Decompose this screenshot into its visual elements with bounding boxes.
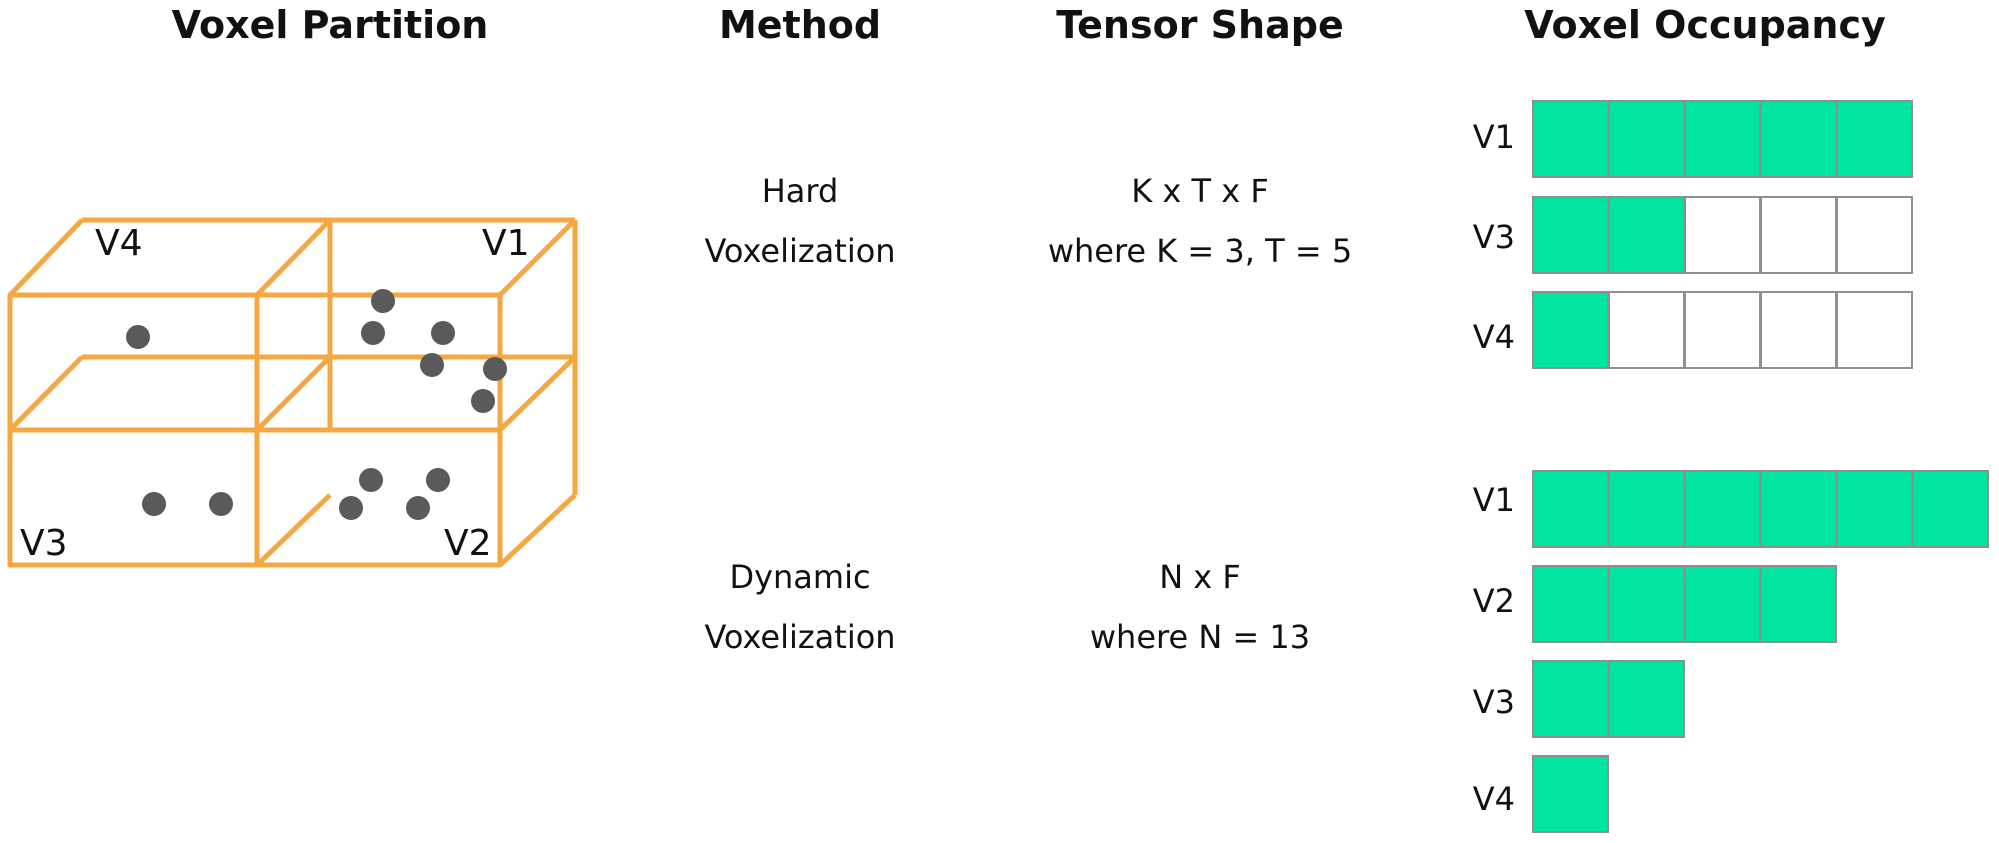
empty-cell [1684, 291, 1761, 369]
dynamic-occupancy-bar [1532, 565, 1837, 643]
dynamic-row-label: V4 [1472, 780, 1515, 818]
empty-cell [1836, 196, 1913, 274]
occupied-cell [1532, 100, 1609, 178]
occupied-cell [1532, 565, 1609, 643]
occupied-cell [1760, 470, 1837, 548]
hard-occupancy-bar [1532, 196, 1913, 274]
point [406, 496, 430, 520]
voxel-partition-diagram [0, 200, 600, 580]
dynamic-row-label: V1 [1472, 481, 1515, 519]
voxel-label-v4: V4 [95, 223, 143, 264]
point [359, 468, 383, 492]
occupied-cell [1912, 470, 1989, 548]
header-voxel-occupancy: Voxel Occupancy [1524, 3, 1886, 47]
occupied-cell [1760, 100, 1837, 178]
occupied-cell [1760, 565, 1837, 643]
hard-row-label: V1 [1472, 118, 1515, 156]
voxel-label-v3: V3 [20, 523, 68, 564]
occupied-cell [1608, 660, 1685, 738]
voxel-label-v2: V2 [444, 523, 492, 564]
occupied-cell [1532, 291, 1609, 369]
occupied-cell [1532, 470, 1609, 548]
hard-occupancy-bar [1532, 291, 1913, 369]
occupied-cell [1684, 470, 1761, 548]
dynamic-row-label: V3 [1472, 683, 1515, 721]
occupied-cell [1532, 660, 1609, 738]
dynamic-method-line1: Dynamic [729, 558, 871, 596]
hard-row-label: V4 [1472, 318, 1515, 356]
point [431, 321, 455, 345]
empty-cell [1684, 196, 1761, 274]
occupied-cell [1608, 565, 1685, 643]
empty-cell [1608, 291, 1685, 369]
hard-shape-line1: K x T x F [1131, 172, 1269, 210]
header-method: Method [718, 3, 882, 47]
header-tensor-shape: Tensor Shape [1056, 3, 1344, 47]
point [361, 321, 385, 345]
point [471, 389, 495, 413]
occupied-cell [1532, 755, 1609, 833]
point [339, 496, 363, 520]
occupied-cell [1836, 100, 1913, 178]
occupied-cell [1608, 470, 1685, 548]
hard-shape-line2: where K = 3, T = 5 [1047, 232, 1353, 270]
occupied-cell [1532, 196, 1609, 274]
dynamic-row-label: V2 [1472, 582, 1515, 620]
header-voxel-partition: Voxel Partition [171, 3, 489, 47]
dynamic-shape-line2: where N = 13 [1089, 618, 1311, 656]
point [426, 468, 450, 492]
voxel-label-v1: V1 [482, 223, 530, 264]
empty-cell [1836, 291, 1913, 369]
occupied-cell [1684, 565, 1761, 643]
empty-cell [1760, 291, 1837, 369]
point [420, 353, 444, 377]
point [483, 357, 507, 381]
point [209, 492, 233, 516]
point [142, 492, 166, 516]
hard-method-line1: Hard [761, 172, 839, 210]
occupied-cell [1836, 470, 1913, 548]
hard-row-label: V3 [1472, 218, 1515, 256]
point-cloud [126, 289, 507, 520]
empty-cell [1760, 196, 1837, 274]
point [126, 325, 150, 349]
dynamic-method-line2: Voxelization [704, 618, 896, 656]
occupied-cell [1684, 100, 1761, 178]
dynamic-occupancy-bar [1532, 755, 1609, 833]
occupied-cell [1608, 196, 1685, 274]
occupied-cell [1608, 100, 1685, 178]
dynamic-occupancy-bar [1532, 660, 1685, 738]
dynamic-shape-line1: N x F [1159, 558, 1241, 596]
dynamic-occupancy-bar [1532, 470, 1989, 548]
hard-occupancy-bar [1532, 100, 1913, 178]
point [371, 289, 395, 313]
hard-method-line2: Voxelization [704, 232, 896, 270]
